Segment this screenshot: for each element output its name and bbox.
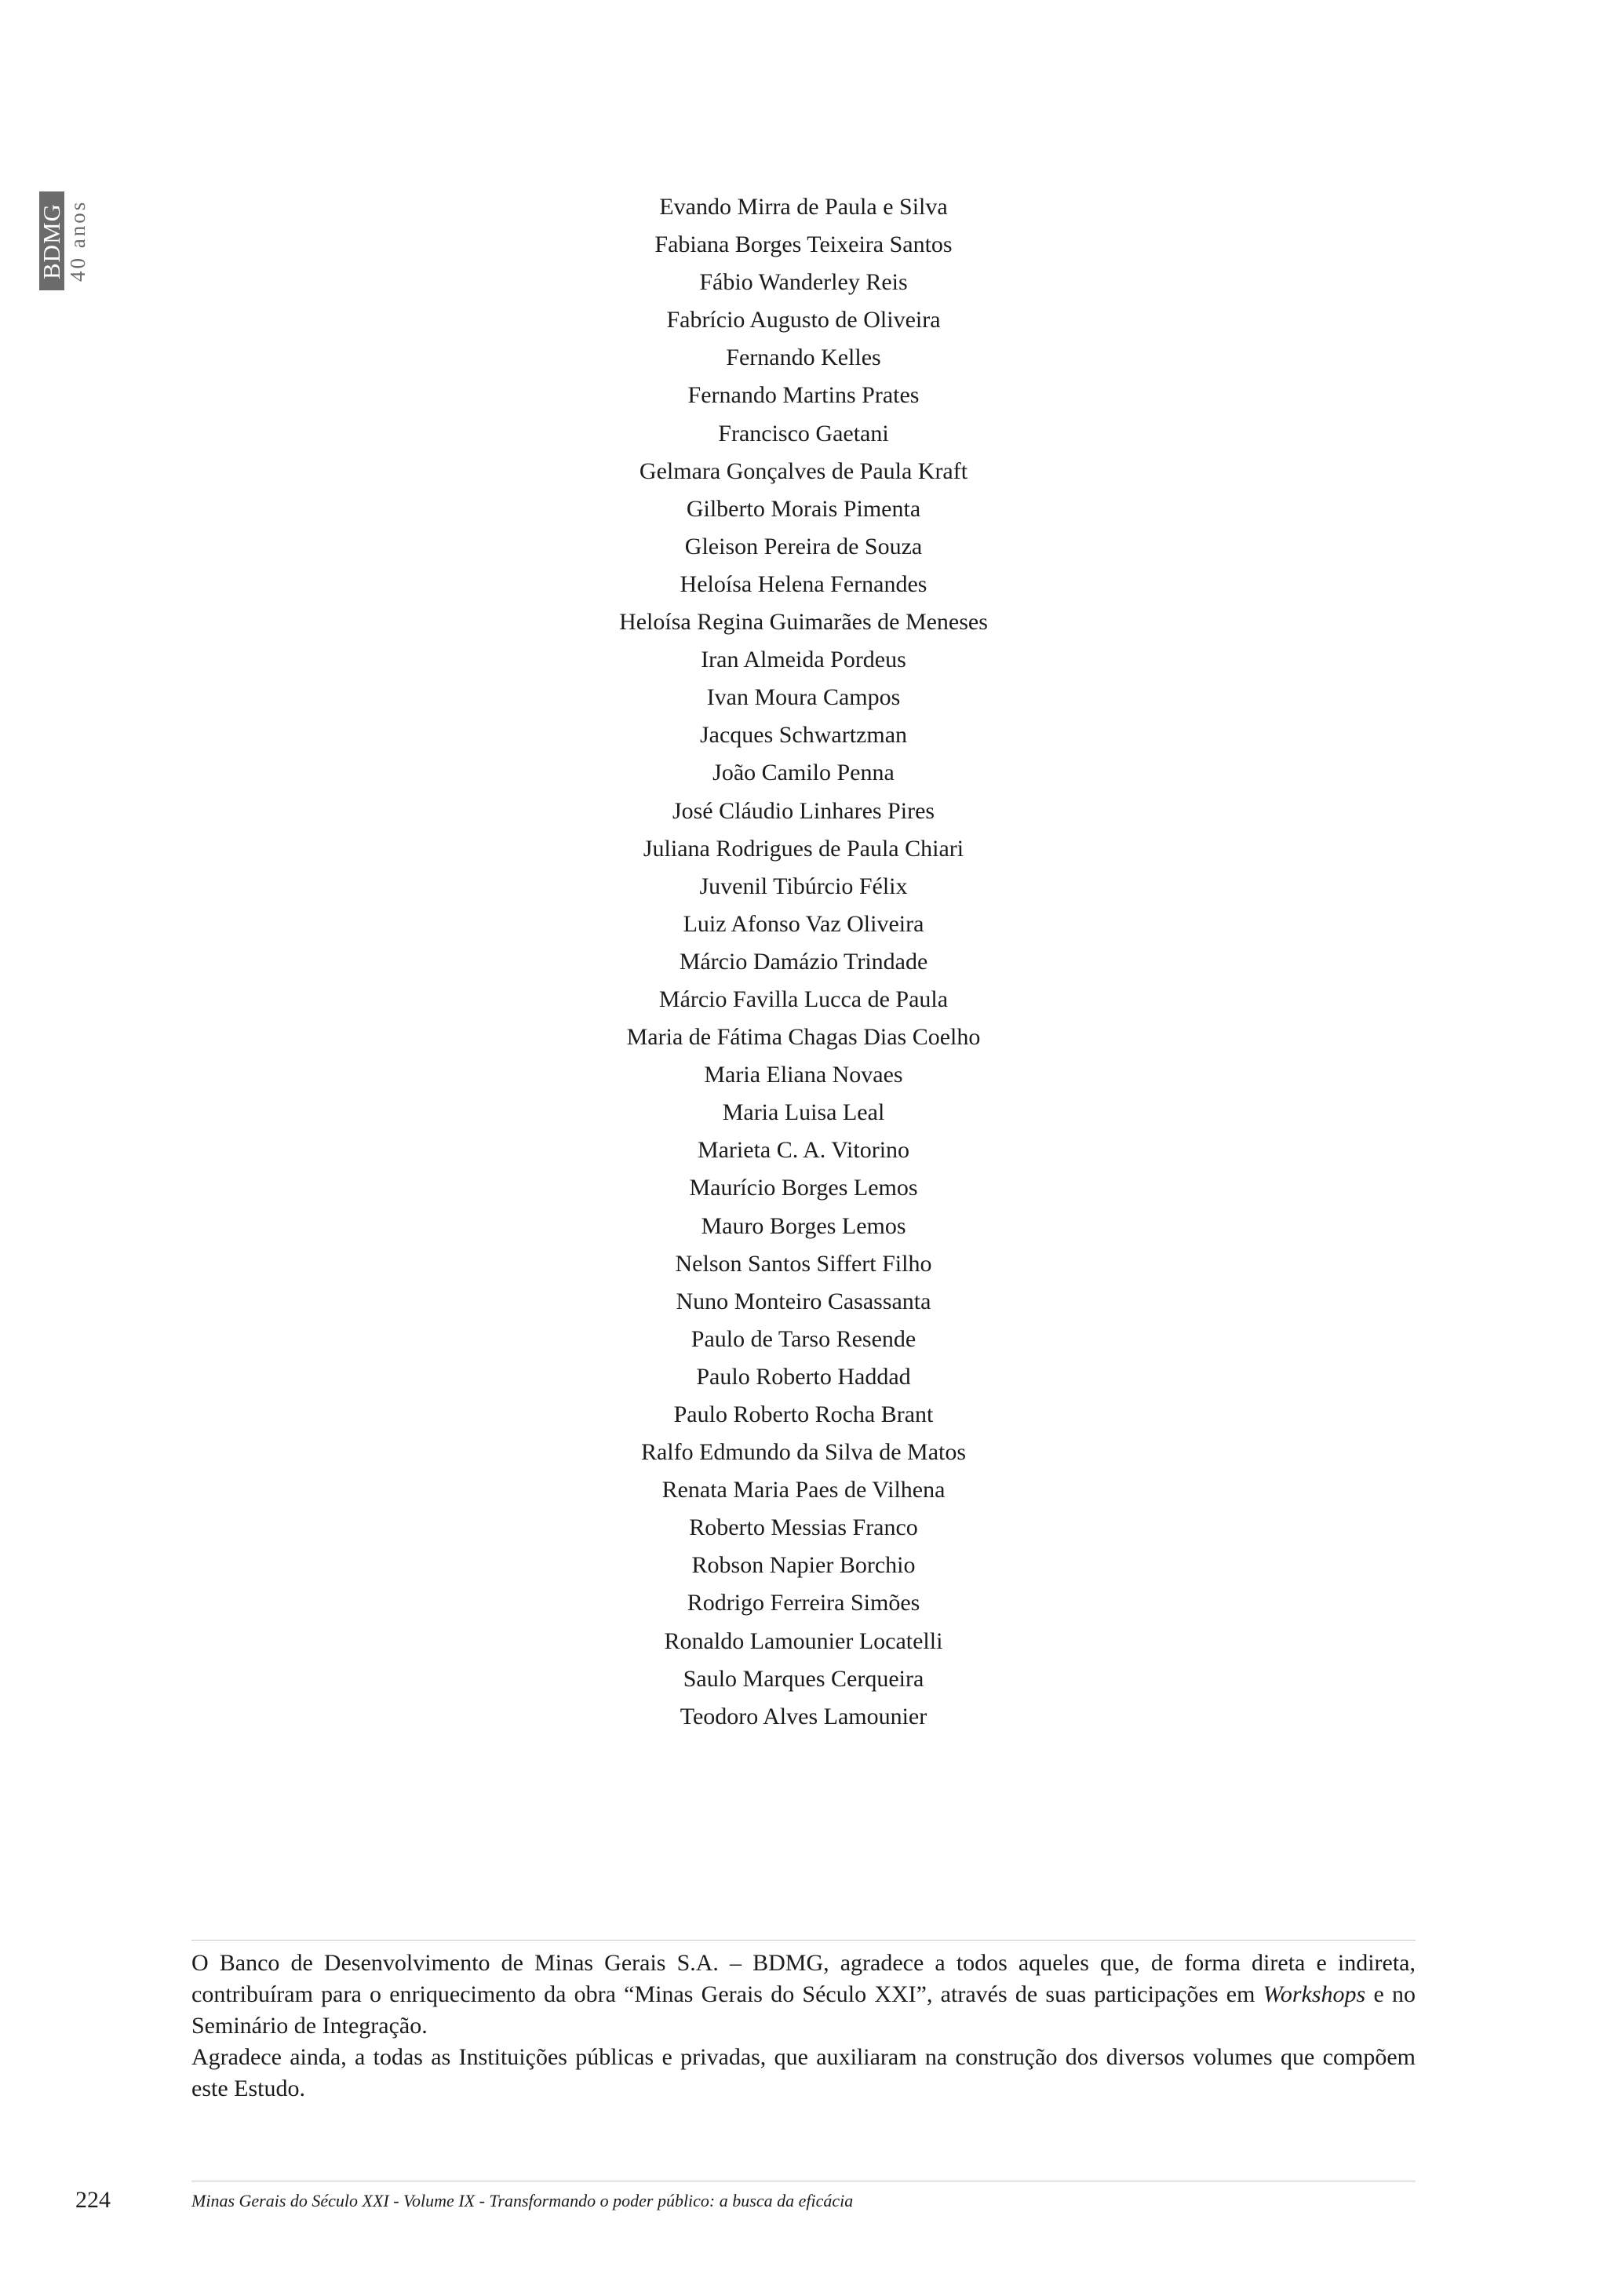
list-item: Saulo Marques Cerqueira xyxy=(683,1665,924,1692)
list-item: Juvenil Tibúrcio Félix xyxy=(699,873,908,899)
list-item: Renata Maria Paes de Vilhena xyxy=(661,1477,946,1503)
list-item: Márcio Favilla Lucca de Paula xyxy=(658,986,949,1012)
list-item: José Cláudio Linhares Pires xyxy=(672,797,935,824)
list-item: Fernando Kelles xyxy=(726,344,881,371)
list-item: Ronaldo Lamounier Locatelli xyxy=(664,1627,943,1654)
list-item: Maurício Borges Lemos xyxy=(689,1175,918,1201)
list-item: Fabrício Augusto de Oliveira xyxy=(666,307,941,333)
list-item: Juliana Rodrigues de Paula Chiari xyxy=(643,835,964,862)
list-item: Paulo Roberto Haddad xyxy=(696,1363,911,1390)
list-item: Francisco Gaetani xyxy=(718,420,889,446)
logo-subtitle: 40 anos xyxy=(66,199,89,282)
logo-name: BDMG xyxy=(39,191,64,290)
acknowledgement-paragraph-2: Agradece ainda, a todas as Instituições públicas e privadas, que auxiliaram na construção dos diversos volumes que compõem este Estudo. xyxy=(191,2044,1416,2101)
list-item: Marieta C. A. Vitorino xyxy=(697,1137,910,1164)
list-item: Márcio Damázio Trindade xyxy=(679,948,928,975)
list-item: Roberto Messias Franco xyxy=(689,1514,918,1541)
list-item: Mauro Borges Lemos xyxy=(701,1212,906,1239)
acknowledgement-text xyxy=(191,1948,1416,2105)
list-item: João Camilo Penna xyxy=(712,760,895,786)
list-item: Gilberto Morais Pimenta xyxy=(686,495,921,522)
ack-text-before: O Banco de Desenvolvimento de Minas Gerais S.A. – BDMG, agradece a todos aqueles que, de forma direta e indireta, contribuíram para o enriquecimento da obra “Minas Gerais do Século XXI”, através de suas participações em xyxy=(191,1950,1416,2007)
names-list xyxy=(0,188,1607,1736)
list-item: Fernando Martins Prates xyxy=(687,382,920,409)
list-item: Gleison Pereira de Souza xyxy=(684,533,923,559)
list-item: Iran Almeida Pordeus xyxy=(701,647,906,673)
list-item: Ivan Moura Campos xyxy=(706,684,901,711)
acknowledgement-divider xyxy=(191,1940,1416,1941)
list-item: Luiz Afonso Vaz Oliveira xyxy=(683,910,924,937)
ack-text-after: e no Seminário de Integração. xyxy=(191,1981,1416,2039)
list-item: Maria de Fátima Chagas Dias Coelho xyxy=(626,1024,981,1051)
list-item: Teodoro Alves Lamounier xyxy=(680,1703,927,1729)
list-item: Rodrigo Ferreira Simões xyxy=(687,1590,920,1616)
page-number: 224 xyxy=(75,2187,111,2213)
list-item: Robson Napier Borchio xyxy=(691,1552,916,1579)
list-item: Paulo Roberto Rocha Brant xyxy=(673,1401,934,1427)
list-item: Ralfo Edmundo da Silva de Matos xyxy=(640,1439,967,1466)
list-item: Evando Mirra de Paula e Silva xyxy=(659,194,948,220)
ack-emphasis: Workshops xyxy=(1263,1981,1366,2007)
list-item: Maria Eliana Novaes xyxy=(704,1062,903,1088)
list-item: Nelson Santos Siffert Filho xyxy=(675,1250,932,1277)
list-item: Nuno Monteiro Casassanta xyxy=(676,1288,931,1314)
list-item: Heloísa Helena Fernandes xyxy=(680,570,927,597)
list-item: Heloísa Regina Guimarães de Meneses xyxy=(619,609,988,636)
list-item: Gelmara Gonçalves de Paula Kraft xyxy=(639,457,968,484)
list-item: Fábio Wanderley Reis xyxy=(699,269,908,296)
acknowledgement-paragraph xyxy=(191,1948,1416,2042)
list-item: Paulo de Tarso Resende xyxy=(691,1325,916,1352)
list-item: Maria Luisa Leal xyxy=(722,1099,885,1126)
list-item: Jacques Schwartzman xyxy=(699,722,908,749)
footer-title: Minas Gerais do Século XXI - Volume IX - Transformando o poder público: a busca da eficácia xyxy=(191,2191,854,2210)
list-item: Fabiana Borges Teixeira Santos xyxy=(654,231,953,258)
